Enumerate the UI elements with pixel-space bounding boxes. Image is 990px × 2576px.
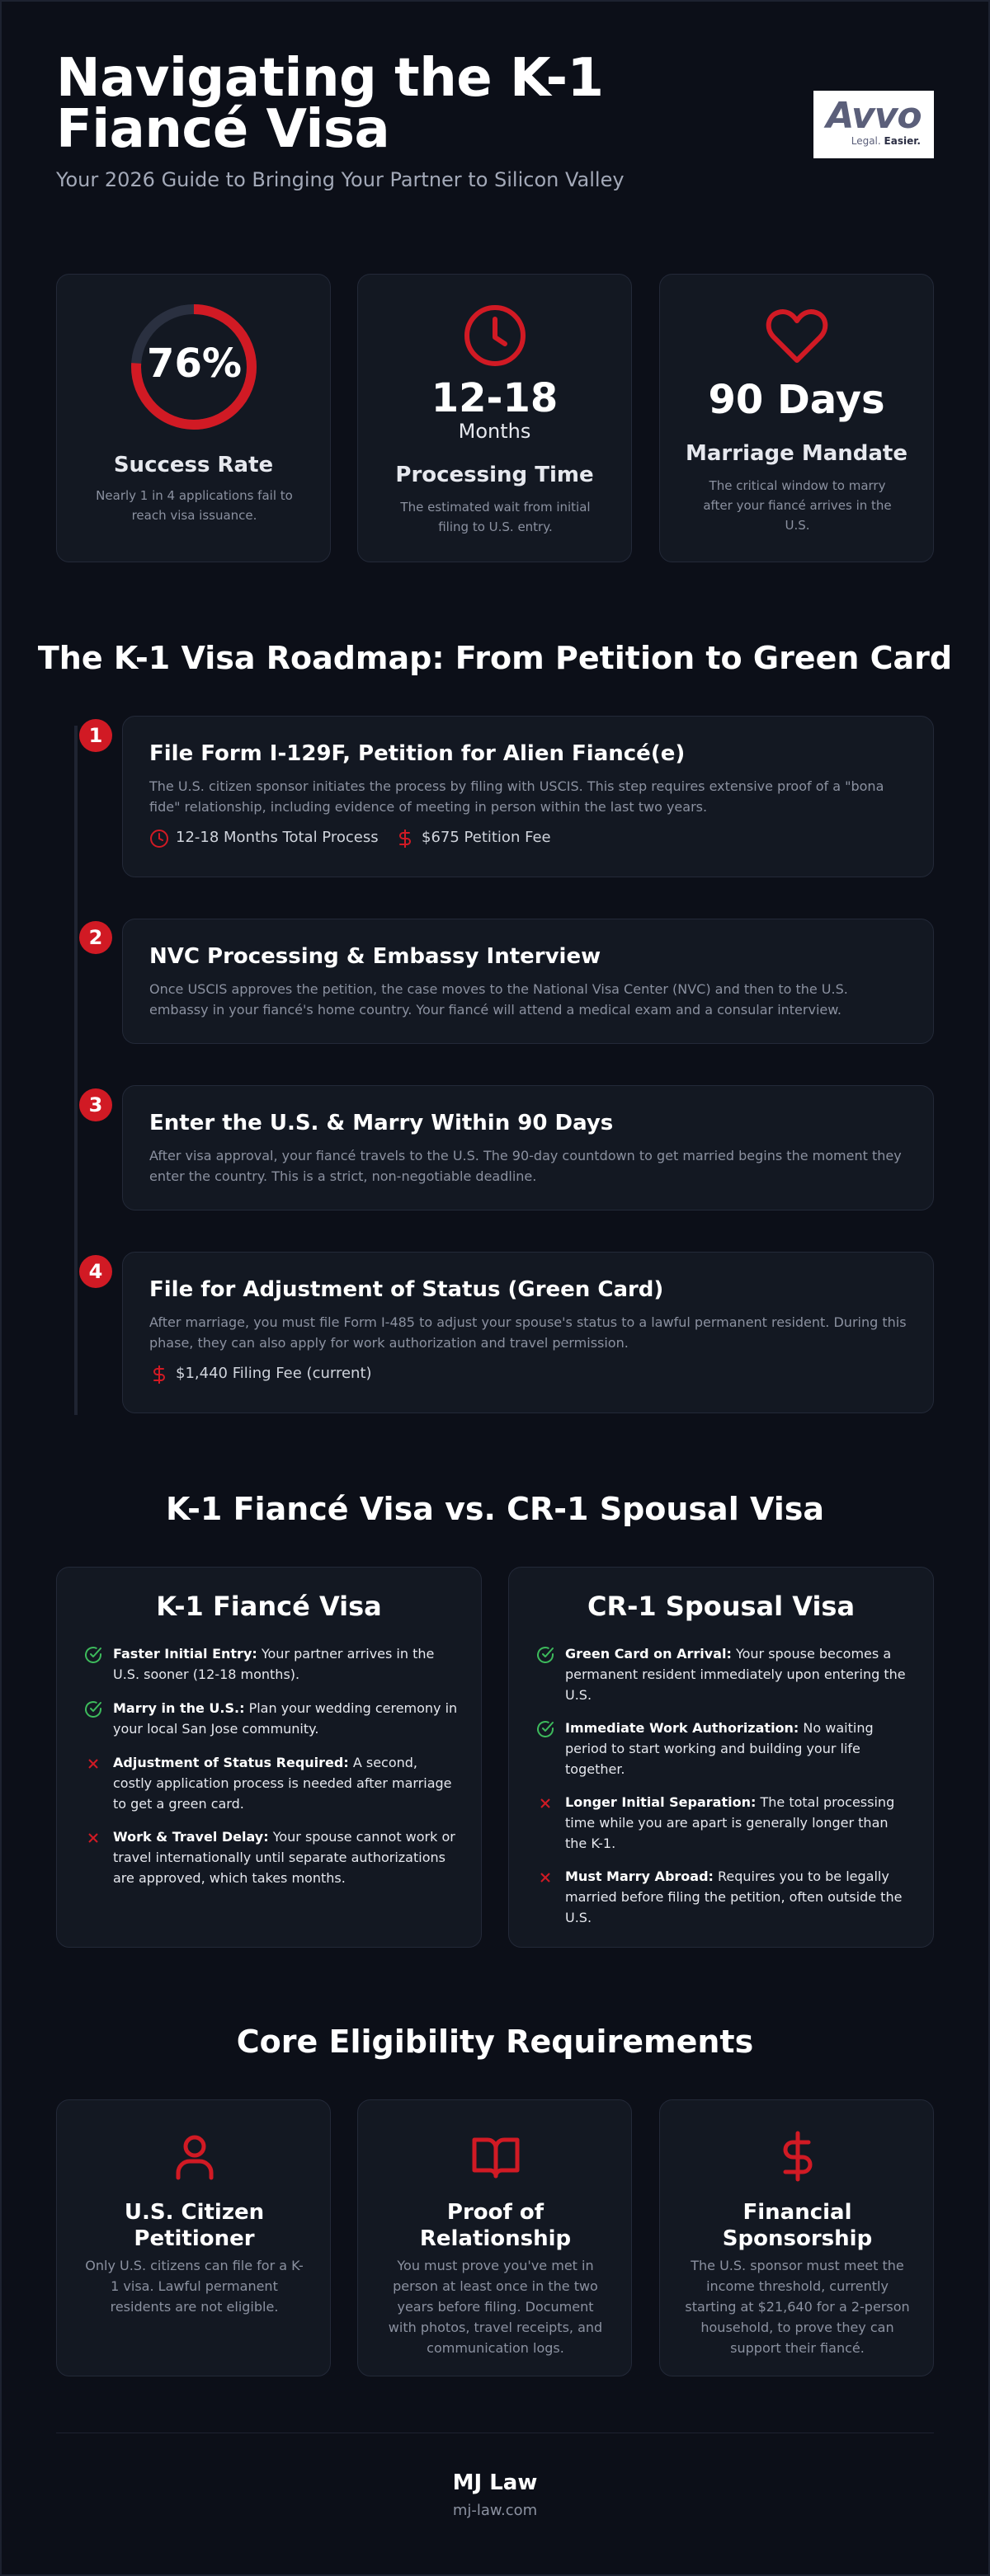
- roadmap-step-4: File for Adjustment of Status (Green Card) After marriage, you must file Form I-485 to adjust your spouse's status to a lawful permanent resident. During this phase, they can also apply for work authorization and travel permission. $1,440 Filing Fee (current): [122, 1252, 934, 1413]
- check-circle-icon: [535, 1645, 555, 1665]
- step-title: File for Adjustment of Status (Green Card): [149, 1277, 664, 1302]
- stat-label: Processing Time: [395, 463, 594, 487]
- stat-card-processing-time: [357, 274, 632, 562]
- eligibility-card-relationship: [357, 2099, 632, 2376]
- step-desc: After visa approval, your fiancé travels to the U.S. The 90-day countdown to get married begins the moment they enter the country. This is a strict, non-negotiable deadline.: [149, 1148, 902, 1184]
- stat-label: Marriage Mandate: [686, 441, 908, 466]
- step-number: 4: [79, 1255, 112, 1288]
- step-desc: After marriage, you must file Form I-485 to adjust your spouse's status to a lawful permanent resident. During this phase, they can also apply for work authorization and travel permission.: [149, 1314, 907, 1351]
- comparison-card-cr1: CR-1 Spousal Visa Green Card on Arrival: Your spouse becomes a permanent resident immediately upon entering the U.S. Immediate Work Authorization: No waiting period to start working and building your life together. Longer Initial Separation: The total processing time while you are apart is generally longer than the K-1. Must Marry Abroad: Requires you to be legally married before filing the petition, often outside the U.S.: [508, 1567, 934, 1948]
- eligibility-title: U.S. Citizen Petitioner: [124, 2200, 265, 2251]
- page-subtitle: Your 2026 Guide to Bringing Your Partner to Silicon Valley: [56, 168, 625, 191]
- stat-desc: Nearly 1 in 4 applications fail to reach visa issuance.: [96, 488, 293, 523]
- eligibility-heading: Core Eligibility Requirements: [236, 2024, 754, 2060]
- marriage-mandate-value: 90 Days: [708, 377, 885, 423]
- footer-firm-name: MJ Law: [452, 2470, 538, 2495]
- stat-desc: The estimated wait from initial filing to U.S. entry.: [400, 500, 591, 534]
- check-circle-icon: [83, 1699, 103, 1719]
- stat-label: Success Rate: [113, 453, 274, 477]
- x-icon: [83, 1828, 103, 1848]
- x-icon: [83, 1754, 103, 1774]
- footer-website-link[interactable]: mj-law.com: [452, 2502, 538, 2519]
- stat-card-success-rate: [56, 274, 331, 562]
- stat-desc: The critical window to marry after your fiancé arrives in the U.S.: [703, 478, 892, 533]
- success-rate-value: 76%: [147, 341, 242, 387]
- processing-time-value: 12-18: [431, 375, 559, 421]
- step-title: NVC Processing & Embassy Interview: [149, 944, 601, 969]
- comparison-card-k1: K-1 Fiancé Visa Faster Initial Entry: Your partner arrives in the U.S. sooner (12-18 months). Marry in the U.S.: Plan your wedding ceremony in your local San Jose community. Adjustment of Status Required: A second, costly application process is needed after marriage to get a green card. Work & Travel Delay: Your spouse cannot work or travel internationally until separate authorizations are approved, which takes months.: [56, 1567, 482, 1948]
- x-icon: [535, 1793, 555, 1813]
- check-circle-icon: [535, 1719, 555, 1739]
- step-number: 1: [79, 719, 112, 752]
- logo-brand: Avvo: [826, 95, 922, 137]
- roadmap-heading: The K-1 Visa Roadmap: From Petition to Green Card: [37, 640, 953, 676]
- roadmap-step-2: [122, 919, 934, 1044]
- step-title: Enter the U.S. & Marry Within 90 Days: [149, 1111, 614, 1135]
- comparison-title: K-1 Fiancé Visa: [156, 1591, 382, 1622]
- logo-tagline: Legal. Easier.: [851, 135, 921, 147]
- user-icon: [168, 2130, 221, 2183]
- page-title: Navigating the K-1 Fiancé Visa: [56, 48, 604, 160]
- stat-card-marriage-mandate: [659, 274, 934, 562]
- eligibility-desc: Only U.S. citizens can file for a K-1 visa. Lawful permanent residents are not eligible.: [85, 2258, 304, 2315]
- timeline-line: [74, 726, 78, 1415]
- step-desc: Once USCIS approves the petition, the case moves to the National Visa Center (NVC) and then to the U.S. embassy in your fiancé's home country. Your fiancé will attend a medical exam and a consular interview.: [149, 981, 848, 1018]
- check-circle-icon: [83, 1645, 103, 1665]
- book-icon: [469, 2130, 522, 2183]
- step-title: File Form I-129F, Petition for Alien Fiancé(e): [149, 741, 686, 766]
- processing-time-unit: Months: [458, 420, 531, 443]
- comparison-title: CR-1 Spousal Visa: [587, 1591, 856, 1622]
- comparison-heading: K-1 Fiancé Visa vs. CR-1 Spousal Visa: [166, 1491, 824, 1527]
- step-number: 3: [79, 1088, 112, 1121]
- eligibility-desc: You must prove you've met in person at least once in the two years before filing. Document with photos, travel receipts, and communication logs.: [388, 2258, 603, 2356]
- eligibility-card-financial: [659, 2099, 934, 2376]
- heart-icon: [762, 301, 832, 370]
- dollar-icon: [771, 2130, 824, 2183]
- dollar-icon: [149, 1365, 169, 1384]
- eligibility-card-citizen: [56, 2099, 331, 2376]
- roadmap-step-3: [122, 1085, 934, 1210]
- clock-icon: [149, 829, 169, 848]
- avvo-logo[interactable]: [813, 91, 934, 158]
- roadmap-step-1: File Form I-129F, Petition for Alien Fiancé(e) The U.S. citizen sponsor initiates the process by filing with USCIS. This step requires extensive proof of a "bona fide" relationship, including evidence of meeting in person within the last two years. 12-18 Months Total Process $675 Petition Fee: [122, 716, 934, 877]
- x-icon: [535, 1868, 555, 1887]
- eligibility-desc: The U.S. sponsor must meet the income threshold, currently starting at $21,640 for a 2-person household, to prove they can support their fiancé.: [685, 2258, 910, 2356]
- eligibility-title: Financial Sponsorship: [722, 2200, 873, 2251]
- clock-icon: [460, 301, 530, 370]
- step-desc: The U.S. citizen sponsor initiates the process by filing with USCIS. This step requires extensive proof of a "bona fide" relationship, including evidence of meeting in person within the last two years.: [149, 778, 884, 815]
- eligibility-title: Proof of Relationship: [419, 2200, 572, 2251]
- dollar-icon: [395, 829, 415, 848]
- step-number: 2: [79, 921, 112, 954]
